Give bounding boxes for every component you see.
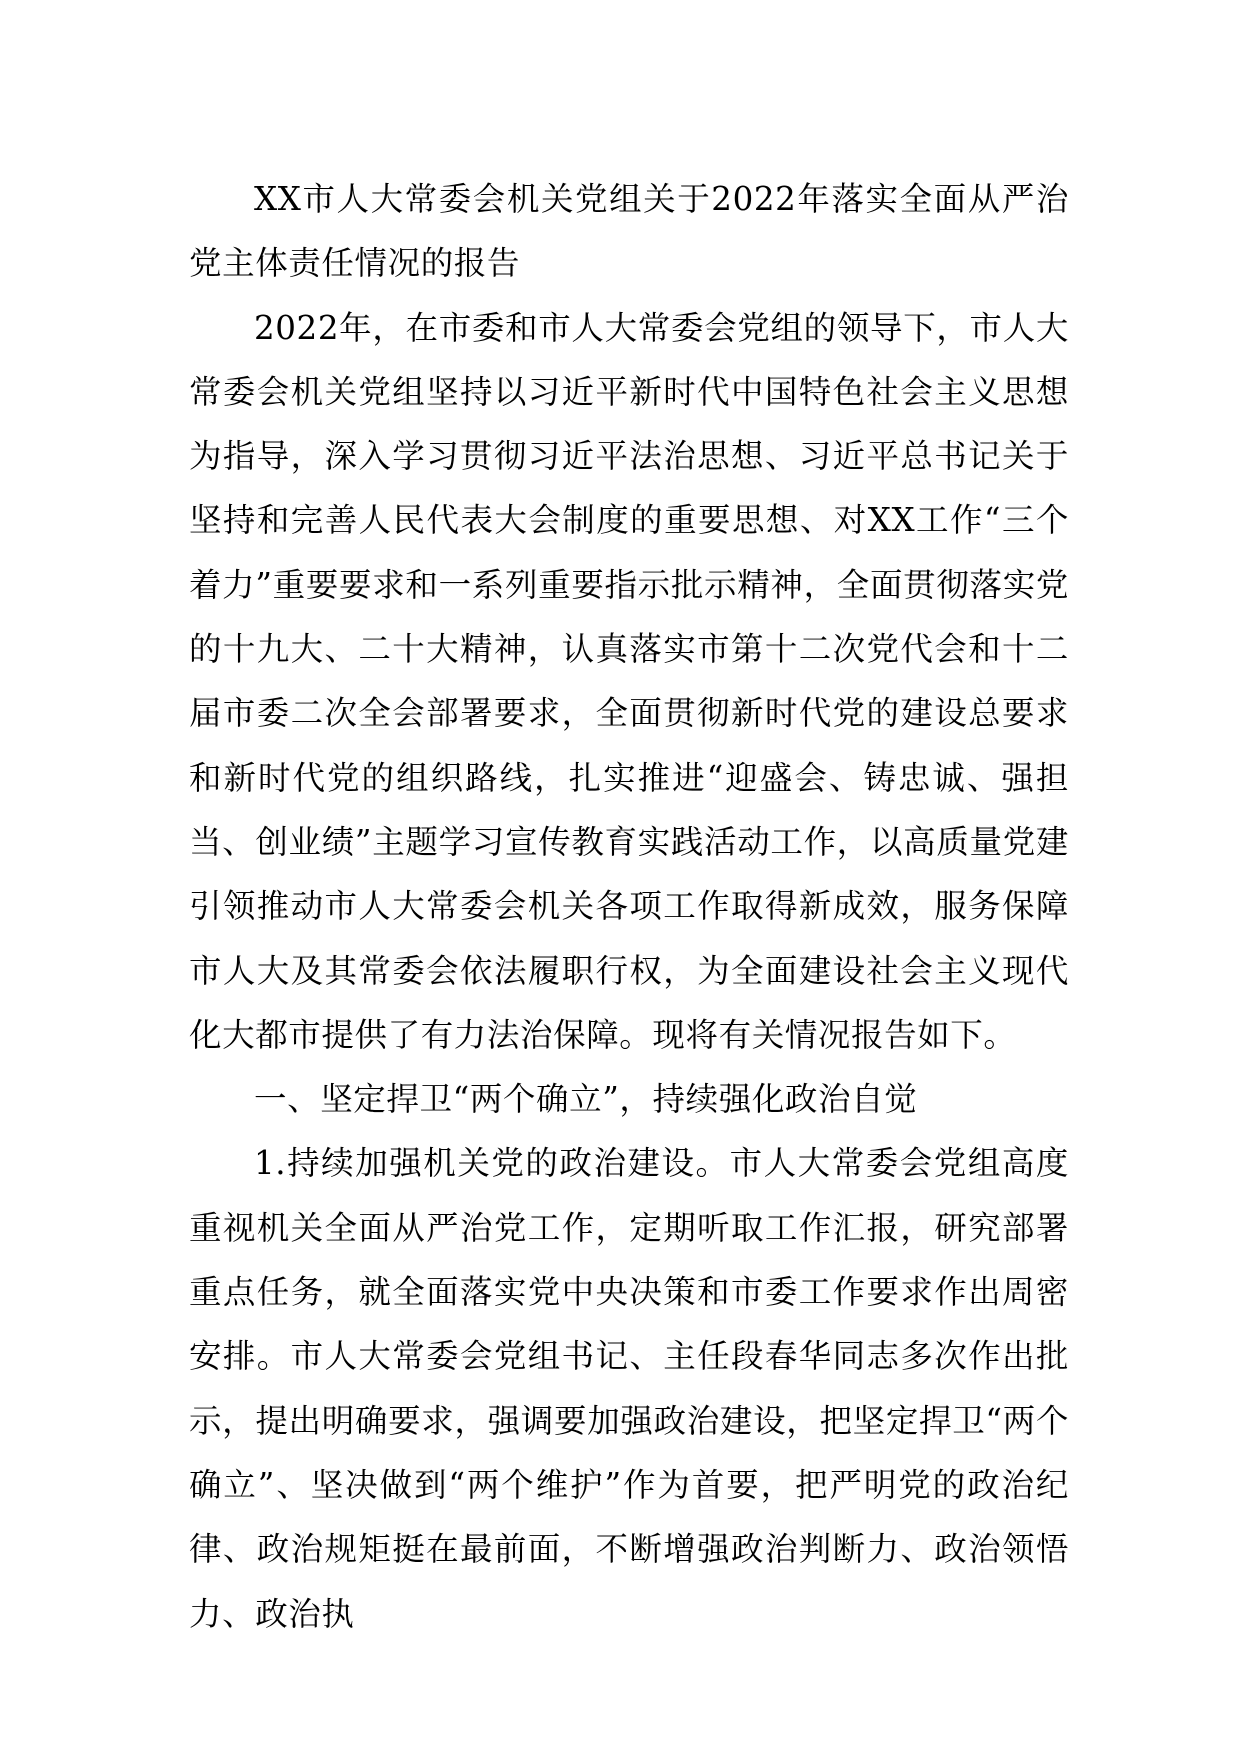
intro-paragraph: 2022年，在市委和市人大常委会党组的领导下，市人大常委会机关党组坚持以习近平新时代中国特色社会主义思想为指导，深入学习贯彻习近平法治思想、习近平总书记关于坚持和完善人民代表大会制度的重要思想、对XX工作“三个着力”重要要求和一系列重要指示批示精神，全面贯彻落实党的十九大、二十大精神，认真落实市第十二次党代会和十二届市委二次全会部署要求，全面贯彻新时代党的建设总要求和新时代党的组织路线，扎实推进“迎盛会、铸忠诚、强担当、创业绩”主题学习宣传教育实践活动工作，以高质量党建引领推动市人大常委会机关各项工作取得新成效，服务保障市人大及其常委会依法履职行权，为全面建设社会主义现代化大都市提供了有力法治保障。现将有关情况报告如下。 [189, 308, 1069, 1054]
section-heading: 一、坚定捍卫“两个确立”，持续强化政治自觉 [254, 1080, 918, 1119]
item-paragraph: 1.持续加强机关党的政治建设。市人大常委会党组高度重视机关全面从严治党工作，定期听取工作汇报，研究部署重点任务，就全面落实党中央决策和市委工作要求作出周密安排。市人大常委会党组书记、主任段春华同志多次作出批示，提出明确要求，强调要加强政治建设，把坚定捍卫“两个确立”、坚决做到“两个维护”作为首要，把严明党的政治纪律、政治规矩挺在最前面，不断增强政治判断力、政治领悟力、政治执 [189, 1144, 1069, 1633]
document-title: XX市人大常委会机关党组关于2022年落实全面从严治党主体责任情况的报告 [189, 180, 1069, 283]
document-body [189, 167, 1069, 1646]
